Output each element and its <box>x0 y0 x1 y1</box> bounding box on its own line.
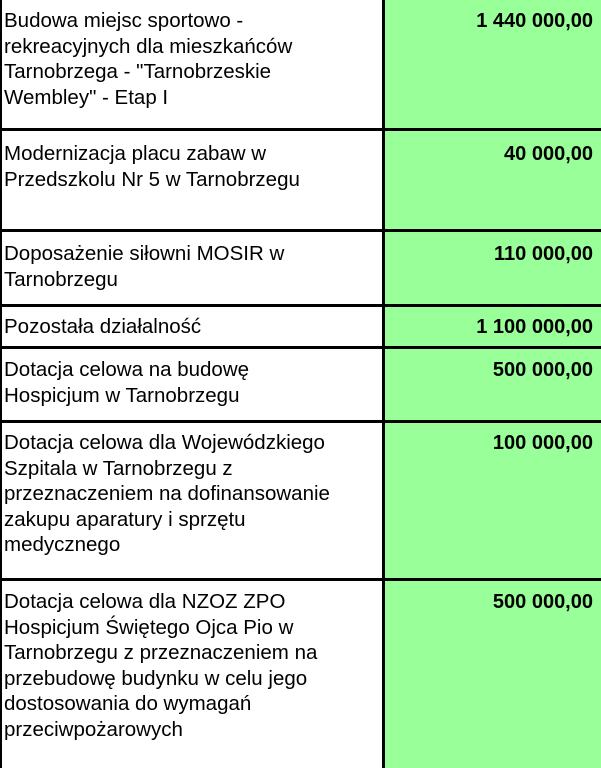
table-row <box>0 128 601 230</box>
row-description: Pozostała działalność <box>0 307 385 347</box>
row-description: Doposażenie siłowni MOSIR w Tarnobrzegu <box>0 232 385 305</box>
row-description: Budowa miejsc sportowo - rekreacyjnych dla mieszkańców Tarnobrzega - "Tarnobrzeskie Wembley" - Etap I <box>0 0 385 129</box>
table-row <box>0 229 601 305</box>
table-row <box>0 0 601 129</box>
table-row <box>0 578 601 768</box>
row-description: Dotacja celowa na budowę Hospicjum w Tarnobrzegu <box>0 349 385 421</box>
row-amount: 40 000,00 <box>385 131 601 230</box>
row-amount: 500 000,00 <box>385 581 601 768</box>
table-row <box>0 304 601 347</box>
table-row <box>0 420 601 579</box>
row-amount: 110 000,00 <box>385 232 601 305</box>
row-amount: 1 100 000,00 <box>385 307 601 347</box>
row-description: Modernizacja placu zabaw w Przedszkolu Nr 5 w Tarnobrzegu <box>0 131 385 230</box>
row-description: Dotacja celowa dla Wojewódzkiego Szpitala w Tarnobrzegu z przeznaczeniem na dofinansowanie zakupu aparatury i sprzętu medycznego <box>0 423 385 579</box>
row-amount: 1 440 000,00 <box>385 0 601 129</box>
row-amount: 500 000,00 <box>385 349 601 421</box>
row-description: Dotacja celowa dla NZOZ ZPO Hospicjum Świętego Ojca Pio w Tarnobrzegu z przeznaczeniem na przebudowę budynku w celu jego dostosowania do wymagań przeciwpożarowych <box>0 581 385 768</box>
table-row <box>0 346 601 421</box>
row-amount: 100 000,00 <box>385 423 601 579</box>
